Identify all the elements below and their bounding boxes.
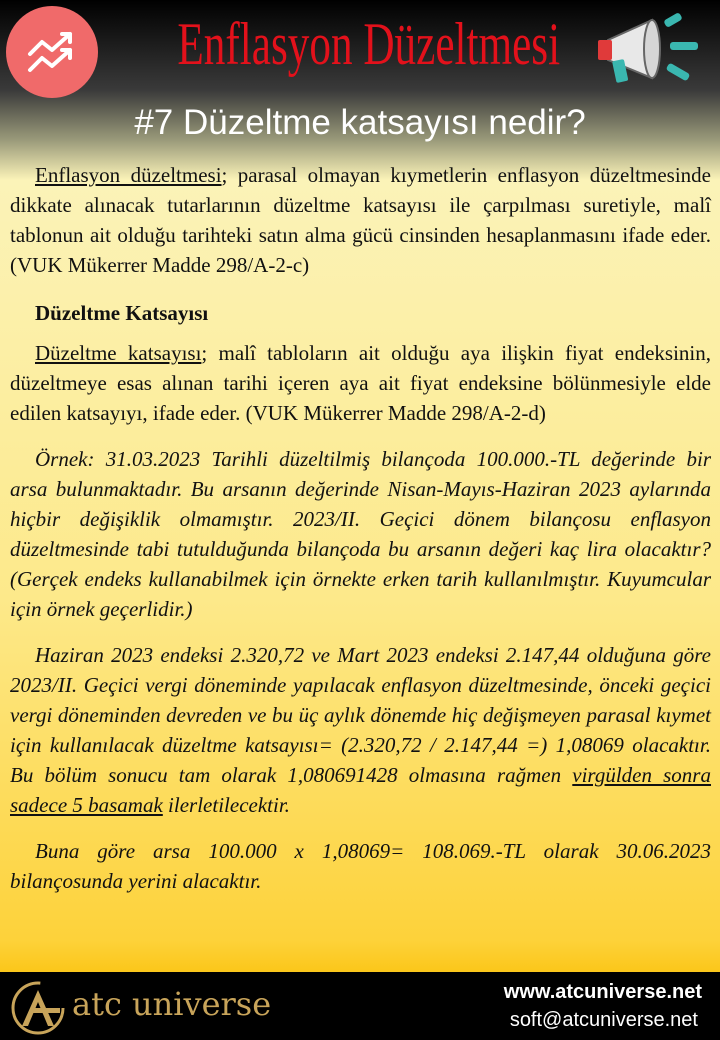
page-subtitle: #7 Düzeltme katsayısı nedir?: [134, 103, 586, 142]
trend-badge: [6, 6, 98, 98]
section-heading: Düzeltme Katsayısı: [35, 301, 209, 325]
article-body: [10, 160, 711, 896]
email-link[interactable]: soft@atcuniverse.net: [509, 1009, 698, 1031]
calculation-end: ilerletilecektir.: [162, 793, 290, 817]
calculation-highlight: virgülden sonra sadece 5 basamak: [10, 763, 711, 817]
calculation-text: Haziran 2023 endeksi 2.320,72 ve Mart 2023 endeksi 2.147,44 olduğuna göre 2023/II. Geçici vergi döneminde yapılacak enflasyon düzeltmesinde, önceki geçici vergi döneminden devreden ve bu üç aylık dönemde hiç değişmeyen parasal kıymet için kullanılacak düzeltme katsayısı= (2.320,72 / 2.147,44 =) 1,08069 olacaktır. Bu bölüm sonucu tam olarak 1,080691428 olmasına rağmen: [10, 643, 711, 787]
definition-paragraph-1: [10, 160, 711, 280]
footer: [0, 972, 720, 1040]
website-link[interactable]: www.atcuniverse.net: [503, 981, 702, 1003]
header: [0, 0, 720, 150]
term-enflasyon-duzeltmesi: Enflasyon düzeltmesi: [35, 163, 222, 187]
definition-text-1: ; parasal olmayan kıymetlerin enflasyon düzeltmesinde dikkate alınacak tutarlarının düzeltme katsayısı ile çarpılması suretiyle, malî tablonun ait olduğu tarihteki satın alma gücü cinsinden hesaplanmasını ifade eder. (VUK Mükerrer Madde 298/A-2-c): [10, 163, 711, 277]
trending-up-icon: [26, 30, 78, 74]
definition-text-2: ; malî tabloların ait olduğu aya ilişkin fiyat endeksinin, düzeltmeye esas alınan tarihi içeren aya ait fiyat endeksine bölünmesiyle elde edilen katsayıyı, ifade eder. (VUK Mükerrer Madde 298/A-2-d): [10, 341, 711, 425]
page-title: Enflasyon Düzeltmesi: [177, 11, 561, 77]
brand-name: atc universe: [72, 985, 272, 1023]
conclusion-paragraph: Buna göre arsa 100.000 x 1,08069= 108.069.-TL olarak 30.06.2023 bilançosunda yerini alacaktır.: [10, 839, 711, 893]
megaphone-icon: [594, 12, 704, 92]
example-paragraph: Örnek: 31.03.2023 Tarihli düzeltilmiş bilançoda 100.000.-TL değerinde bir arsa bulunmaktadır. Bu arsanın değerinde Nisan-Mayıs-Haziran 2023 aylarında hiçbir değişiklik olmamıştır. 2023/II. Geçici dönem bilançosu enflasyon düzeltmesinde tabi tutulduğunda bilançoda bu arsanın değeri kaç lira olacaktır? (Gerçek endeks kullanabilmek için örnekte erken tarih kullanılmıştır. Kuyumcular için örnek geçerlidir.): [10, 447, 711, 621]
term-duzeltme-katsayisi: Düzeltme katsayısı: [35, 341, 202, 365]
definition-paragraph-2: [10, 338, 711, 428]
atc-logo-icon: [8, 978, 68, 1038]
calculation-paragraph: [10, 640, 711, 820]
